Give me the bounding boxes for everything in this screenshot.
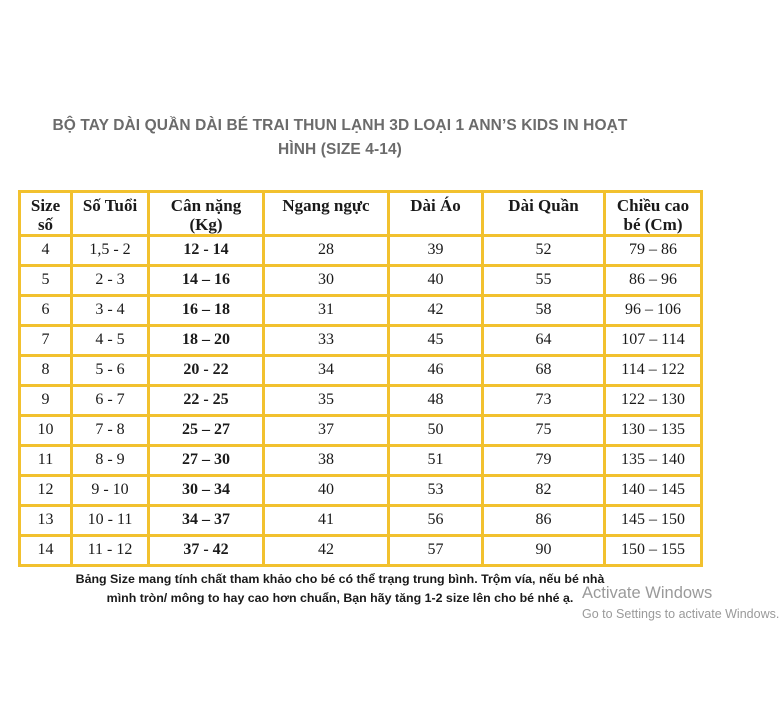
table-cell: 11 - 12 <box>72 536 149 566</box>
column-header-line-1: Dài Quần <box>508 196 579 215</box>
title-line-1: BỘ TAY DÀI QUẦN DÀI BÉ TRAI THUN LẠNH 3D LOẠI 1 ANN’S KIDS IN HOẠT <box>52 117 628 134</box>
activate-windows-watermark <box>582 583 779 622</box>
table-cell: 6 - 7 <box>72 386 149 416</box>
table-cell: 46 <box>389 356 483 386</box>
table-row <box>20 356 702 386</box>
table-cell: 9 - 10 <box>72 476 149 506</box>
table-cell: 33 <box>264 326 389 356</box>
watermark-subtitle: Go to Settings to activate Windows. <box>582 607 779 621</box>
column-header <box>605 192 702 236</box>
table-cell: 27 – 30 <box>149 446 264 476</box>
column-header <box>72 192 149 236</box>
table-cell: 14 <box>20 536 72 566</box>
table-cell: 79 <box>483 446 605 476</box>
table-cell: 40 <box>264 476 389 506</box>
table-row <box>20 476 702 506</box>
table-cell: 5 - 6 <box>72 356 149 386</box>
table-cell: 75 <box>483 416 605 446</box>
table-cell: 58 <box>483 296 605 326</box>
table-cell: 37 <box>264 416 389 446</box>
table-cell: 42 <box>389 296 483 326</box>
table-cell: 41 <box>264 506 389 536</box>
table-cell: 130 – 135 <box>605 416 702 446</box>
column-header-line-2: (Kg) <box>189 215 223 234</box>
table-row <box>20 236 702 266</box>
table-cell: 30 – 34 <box>149 476 264 506</box>
table-cell: 55 <box>483 266 605 296</box>
table-cell: 12 - 14 <box>149 236 264 266</box>
column-header-line-1: Chiều cao <box>616 196 690 215</box>
column-header-line-1: Size <box>30 196 61 215</box>
table-row <box>20 506 702 536</box>
table-cell: 40 <box>389 266 483 296</box>
table-body <box>20 236 702 566</box>
table-cell: 7 - 8 <box>72 416 149 446</box>
table-cell: 28 <box>264 236 389 266</box>
table-row <box>20 326 702 356</box>
table-row <box>20 416 702 446</box>
title-line-2: HÌNH (SIZE 4-14) <box>278 141 402 158</box>
page-title <box>40 114 640 162</box>
table-cell: 140 – 145 <box>605 476 702 506</box>
table-cell: 7 <box>20 326 72 356</box>
table-cell: 31 <box>264 296 389 326</box>
column-header <box>389 192 483 236</box>
column-header <box>149 192 264 236</box>
table-cell: 9 <box>20 386 72 416</box>
column-header-line-1: Cân nặng <box>170 196 242 215</box>
table-cell: 39 <box>389 236 483 266</box>
table-cell: 34 – 37 <box>149 506 264 536</box>
column-header <box>264 192 389 236</box>
table-cell: 150 – 155 <box>605 536 702 566</box>
table-cell: 122 – 130 <box>605 386 702 416</box>
table-row <box>20 536 702 566</box>
table-cell: 73 <box>483 386 605 416</box>
table-cell: 90 <box>483 536 605 566</box>
table-cell: 10 - 11 <box>72 506 149 536</box>
table-cell: 14 – 16 <box>149 266 264 296</box>
table-row <box>20 446 702 476</box>
table-cell: 53 <box>389 476 483 506</box>
table-cell: 86 <box>483 506 605 536</box>
table-cell: 57 <box>389 536 483 566</box>
table-row <box>20 296 702 326</box>
table-cell: 5 <box>20 266 72 296</box>
note-line-2: mình tròn/ mông to hay cao hơn chuẩn, Bạn hãy tăng 1-2 size lên cho bé nhé ạ. <box>106 591 574 605</box>
column-header-line-2: bé (Cm) <box>623 215 683 234</box>
column-header <box>483 192 605 236</box>
table-cell: 20 - 22 <box>149 356 264 386</box>
table-cell: 30 <box>264 266 389 296</box>
size-chart-table <box>18 190 703 567</box>
column-header-line-1: Ngang ngực <box>282 196 370 215</box>
table-cell: 22 - 25 <box>149 386 264 416</box>
column-header-line-1: Số Tuổi <box>82 196 138 215</box>
table-cell: 13 <box>20 506 72 536</box>
table-cell: 4 - 5 <box>72 326 149 356</box>
table-cell: 10 <box>20 416 72 446</box>
table-cell: 68 <box>483 356 605 386</box>
table-cell: 34 <box>264 356 389 386</box>
table-cell: 3 - 4 <box>72 296 149 326</box>
table-cell: 45 <box>389 326 483 356</box>
table-cell: 56 <box>389 506 483 536</box>
table-cell: 8 <box>20 356 72 386</box>
table-cell: 8 - 9 <box>72 446 149 476</box>
column-header-line-2: số <box>37 215 54 234</box>
table-row <box>20 386 702 416</box>
table-cell: 25 – 27 <box>149 416 264 446</box>
table-row <box>20 266 702 296</box>
table-cell: 82 <box>483 476 605 506</box>
watermark-title: Activate Windows <box>582 584 713 602</box>
table-cell: 38 <box>264 446 389 476</box>
table-cell: 37 - 42 <box>149 536 264 566</box>
table-cell: 96 – 106 <box>605 296 702 326</box>
table-cell: 64 <box>483 326 605 356</box>
note-line-1: Bảng Size mang tính chất tham khảo cho bé có thể trạng trung bình. Trộm vía, nếu bé nhà <box>75 572 605 586</box>
table-cell: 107 – 114 <box>605 326 702 356</box>
table-cell: 18 – 20 <box>149 326 264 356</box>
column-header-line-1: Dài Áo <box>410 196 461 215</box>
table-cell: 48 <box>389 386 483 416</box>
table-cell: 79 – 86 <box>605 236 702 266</box>
table-cell: 35 <box>264 386 389 416</box>
table-cell: 2 - 3 <box>72 266 149 296</box>
table-cell: 86 – 96 <box>605 266 702 296</box>
table-cell: 52 <box>483 236 605 266</box>
table-cell: 42 <box>264 536 389 566</box>
column-header <box>20 192 72 236</box>
table-cell: 51 <box>389 446 483 476</box>
table-cell: 145 – 150 <box>605 506 702 536</box>
table-cell: 50 <box>389 416 483 446</box>
table-cell: 12 <box>20 476 72 506</box>
table-cell: 6 <box>20 296 72 326</box>
table-cell: 16 – 18 <box>149 296 264 326</box>
table-cell: 114 – 122 <box>605 356 702 386</box>
table-cell: 4 <box>20 236 72 266</box>
table-cell: 1,5 - 2 <box>72 236 149 266</box>
table-header-row <box>20 192 702 236</box>
table-cell: 135 – 140 <box>605 446 702 476</box>
size-note <box>30 570 650 608</box>
table-cell: 11 <box>20 446 72 476</box>
